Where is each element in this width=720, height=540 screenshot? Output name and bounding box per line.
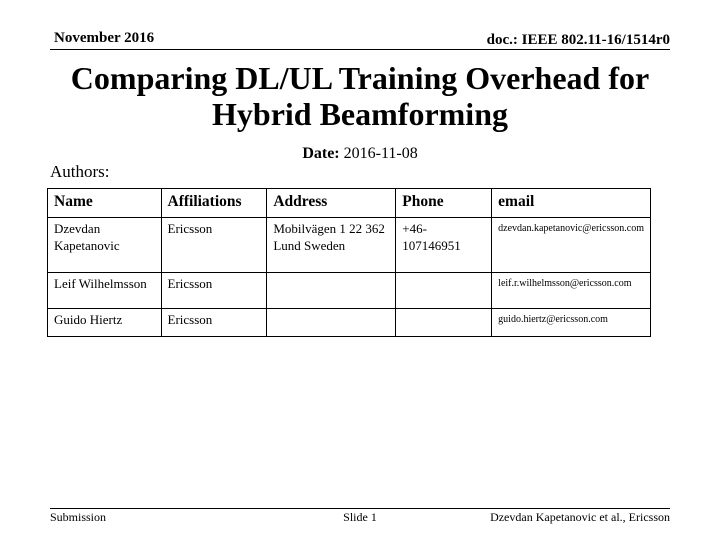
table-row	[48, 218, 651, 273]
date-label: Date:	[302, 145, 340, 162]
date-value: 2016-11-08	[343, 145, 418, 162]
author-address	[267, 309, 396, 337]
author-affiliation: Ericsson	[161, 218, 267, 273]
header-address: Address	[267, 189, 396, 218]
author-affiliation: Ericsson	[161, 309, 267, 337]
header-name: Name	[48, 189, 162, 218]
footer-authors: Dzevdan Kapetanovic et al., Ericsson	[490, 510, 670, 524]
author-address: Mobilvägen 1 22 362 Lund Sweden	[267, 218, 396, 273]
author-email: dzevdan.kapetanovic@ericsson.com	[492, 218, 651, 273]
authors-label: Authors:	[50, 162, 110, 181]
author-name: Dzevdan Kapetanovic	[48, 218, 162, 273]
author-email: guido.hiertz@ericsson.com	[492, 309, 651, 337]
footer-submission: Submission	[50, 510, 107, 524]
header-date: November 2016	[54, 30, 155, 46]
header-affiliations: Affiliations	[161, 189, 267, 218]
author-phone	[396, 273, 492, 309]
author-phone	[396, 309, 492, 337]
header-phone: Phone	[396, 189, 492, 218]
footer-rule	[50, 508, 670, 509]
author-email: leif.r.wilhelmsson@ericsson.com	[492, 273, 651, 309]
header-email: email	[492, 189, 651, 218]
table-header-row	[48, 189, 651, 218]
footer-slide-number: Slide 1	[343, 510, 377, 524]
author-phone: +46-107146951	[396, 218, 492, 273]
author-affiliation: Ericsson	[161, 273, 267, 309]
slide-title: Comparing DL/UL Training Overhead for Hybrid Beamforming	[70, 60, 650, 132]
table-row	[48, 273, 651, 309]
author-name: Leif Wilhelmsson	[48, 273, 162, 309]
author-name: Guido Hiertz	[48, 309, 162, 337]
author-address	[267, 273, 396, 309]
header-doc-id: doc.: IEEE 802.11-16/1514r0	[486, 32, 670, 48]
header-rule	[50, 49, 670, 50]
date-line	[0, 145, 720, 163]
table-row	[48, 309, 651, 337]
authors-table	[47, 188, 651, 337]
